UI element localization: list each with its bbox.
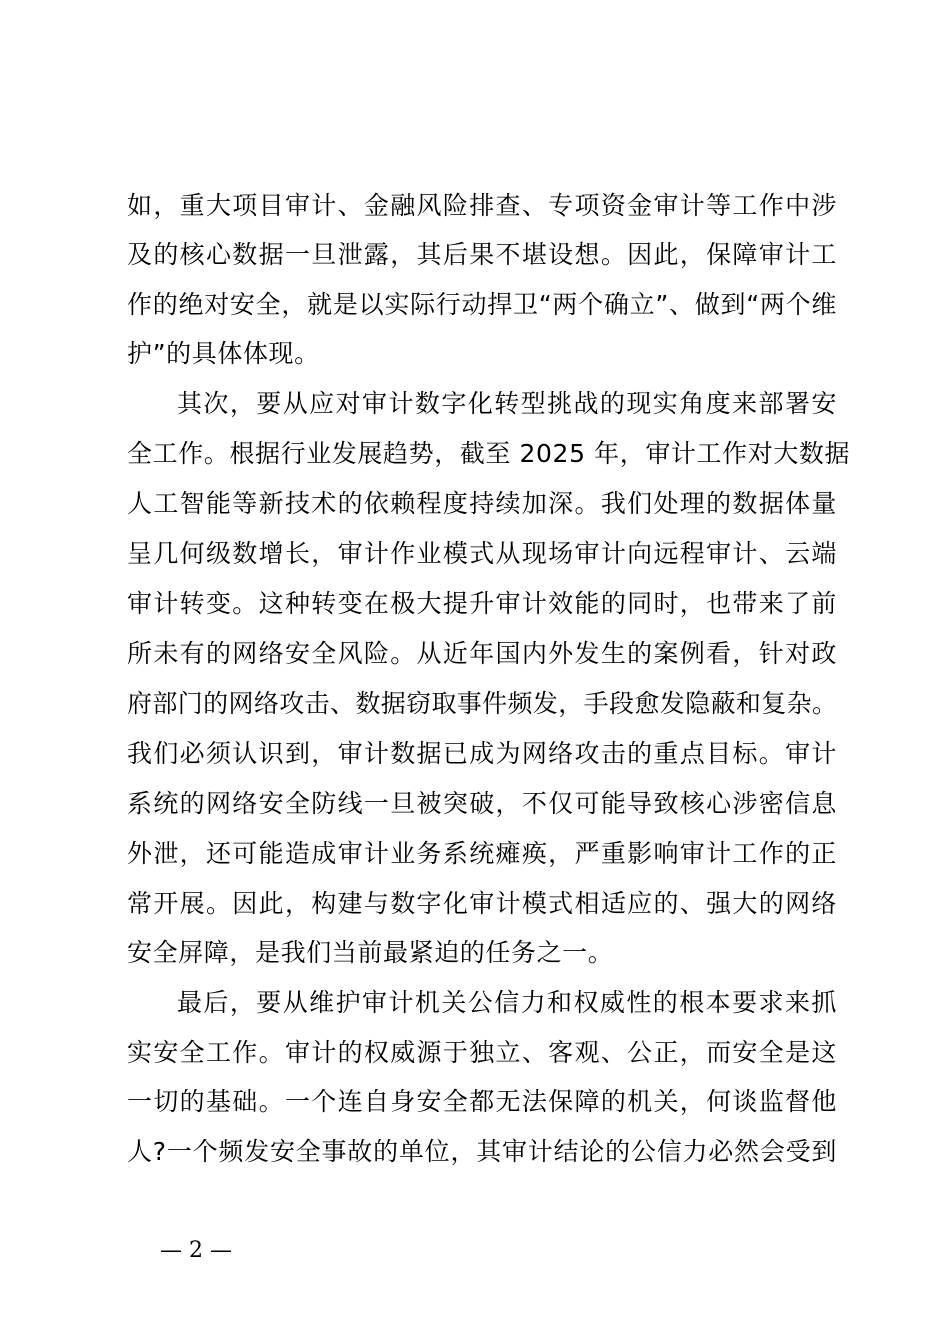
text-line: 审计转变。这种转变在极大提升审计效能的同时，也带来了前 [127,589,837,618]
text-line: 如，重大项目审计、金融风险排查、专项资金审计等工作中涉 [127,191,837,220]
text-line: 外泄，还可能造成审计业务系统瘫痪，严重影响审计工作的正 [127,839,837,868]
text-line: 系统的网络安全防线一旦被突破，不仅可能导致核心涉密信息 [127,789,837,818]
text-line: 所未有的网络安全风险。从近年国内外发生的案例看，针对政 [127,639,837,668]
text-line: 一切的基础。一个连自身安全都无法保障的机关，何谈监督他 [127,1087,837,1116]
text-line: 人?一个频发安全事故的单位，其审计结论的公信力必然会受到 [127,1137,837,1166]
text-line: 安全屏障，是我们当前最紧迫的任务之一。 [127,938,614,967]
text-line: 呈几何级数增长，审计作业模式从现场审计向远程审计、云端 [127,539,837,568]
text-line: 护”的具体体现。 [127,339,320,368]
text-line: 及的核心数据一旦泄露，其后果不堪设想。因此，保障审计工 [127,240,837,269]
page-number: — 2 — [160,1238,232,1263]
text-line: 其次，要从应对审计数字化转型挑战的现实角度来部署安 [177,389,837,418]
text-line: 作的绝对安全，就是以实际行动捍卫“两个确立”、做到“两个维 [127,290,837,319]
text-line: 府部门的网络攻击、数据窃取事件频发，手段愈发隐蔽和复杂。 [127,689,837,718]
text-line: 人工智能等新技术的依赖程度持续加深。我们处理的数据体量 [127,489,837,518]
text-line: 最后，要从维护审计机关公信力和权威性的根本要求来抓 [177,988,837,1017]
text-line: 实安全工作。审计的权威源于独立、客观、公正，而安全是这 [127,1038,837,1067]
text-line: 常开展。因此，构建与数字化审计模式相适应的、强大的网络 [127,889,837,918]
text-line: 全工作。根据行业发展趋势，截至 2025 年，审计工作对大数据 [127,439,851,468]
text-line: 我们必须认识到，审计数据已成为网络攻击的重点目标。审计 [127,739,837,768]
